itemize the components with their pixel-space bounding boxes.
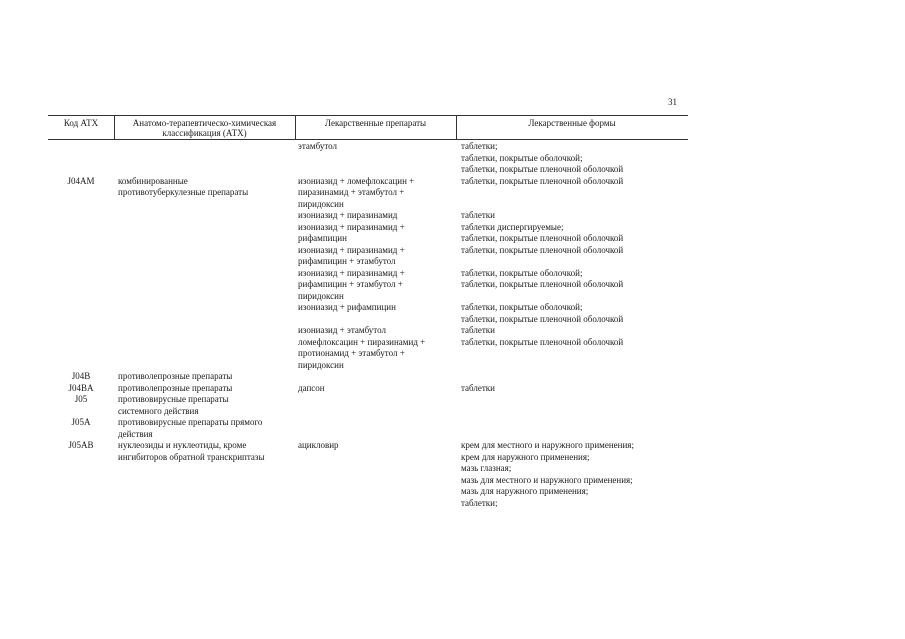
drug-cell (295, 371, 456, 383)
classification-cell (114, 383, 295, 395)
dosage-form-text: таблетки диспергируемые; (461, 221, 564, 232)
dosage-form-cell (456, 141, 688, 176)
atc-code-text: J04B (71, 371, 91, 381)
atc-code-cell (48, 394, 114, 417)
classification-text: противовирусные препараты (118, 394, 229, 404)
classification-cell (114, 176, 295, 211)
drug-cell (295, 245, 456, 268)
classification-cell (114, 141, 295, 176)
drug-cell (295, 337, 456, 372)
dosage-form-cell (456, 222, 688, 245)
classification-cell (114, 371, 295, 383)
drug-text: изониазид + этамбутол (298, 325, 386, 335)
atc-code-text: J05A (71, 417, 91, 427)
drug-text: пиридоксин (298, 290, 344, 301)
dosage-form-cell (456, 325, 688, 337)
table-row (48, 337, 688, 372)
drug-text: рифампицин + этамбутол (298, 256, 396, 266)
drug-text: изониазид + пиразинамид + (298, 221, 405, 232)
classification-cell (114, 325, 295, 337)
drug-cell (295, 417, 456, 440)
dosage-form-cell (456, 245, 688, 268)
table-row (48, 268, 688, 303)
dosage-form-text: таблетки, покрытые пленочной оболочкой (461, 244, 624, 255)
atc-code-text: J04AM (67, 175, 95, 186)
drug-text: протионамид + этамбутол + (298, 348, 405, 358)
table-row (48, 371, 688, 383)
classification-cell (114, 394, 295, 417)
classification-cell (114, 337, 295, 372)
dosage-form-text: таблетки, покрытые оболочкой; (461, 152, 583, 163)
table-row (48, 394, 688, 417)
atc-code-cell (48, 245, 114, 268)
drug-text: изониазид + пиразинамид (298, 210, 398, 220)
dosage-form-text: таблетки (461, 382, 496, 393)
atc-code-cell (48, 337, 114, 372)
classification-text: противолепрозные препараты (118, 382, 233, 393)
dosage-form-text: таблетки, покрытые пленочной оболочкой (461, 313, 624, 324)
header-drugs: Лекарственные препараты (324, 118, 427, 128)
drug-text: пиридоксин (298, 198, 344, 209)
dosage-form-text: крем для местного и наружного применения; (461, 440, 634, 450)
drug-cell (295, 268, 456, 303)
drug-cell (295, 210, 456, 222)
drug-text: ломефлоксацин + пиразинамид + (298, 336, 426, 347)
table-row (48, 141, 688, 176)
drug-cell (295, 325, 456, 337)
dosage-form-text: таблетки, покрытые пленочной оболочкой (461, 164, 624, 174)
dosage-form-text: крем для наружного применения; (461, 451, 590, 462)
dosage-form-text: таблетки (461, 325, 496, 335)
atc-code-cell (48, 417, 114, 440)
header-forms: Лекарственные формы (528, 118, 616, 128)
dosage-form-text: таблетки, покрытые пленочной оболочкой (461, 336, 624, 347)
dosage-form-text: таблетки, покрытые оболочкой; (461, 302, 583, 312)
drug-cell (295, 383, 456, 395)
dosage-form-cell (456, 302, 688, 325)
classification-text: ингибиторов обратной транскриптазы (118, 451, 265, 462)
atc-code-cell (48, 222, 114, 245)
classification-text: действия (118, 428, 153, 439)
classification-cell (114, 210, 295, 222)
classification-cell (114, 222, 295, 245)
drug-text: изониазид + рифампицин (298, 302, 396, 312)
atc-code-text: J04BA (68, 382, 94, 393)
header-code: Код АТХ (63, 118, 99, 128)
dosage-form-text: таблетки (461, 210, 496, 220)
classification-cell (114, 417, 295, 440)
classification-text: комбинированные (118, 175, 188, 186)
atc-code-cell (48, 383, 114, 395)
table-row (48, 210, 688, 222)
dosage-form-cell (456, 440, 688, 509)
classification-text: противотуберкулезные препараты (118, 187, 249, 197)
dosage-form-cell (456, 383, 688, 395)
atc-code-cell (48, 268, 114, 303)
atc-code-cell (48, 371, 114, 383)
classification-text: нуклеозиды и нуклеотиды, кроме (118, 440, 247, 450)
drug-text: рифампицин + этамбутол + (298, 279, 403, 289)
drug-text: изониазид + ломефлоксацин + (298, 175, 415, 186)
classification-cell (114, 268, 295, 303)
drug-text: рифампицин (298, 233, 347, 243)
atc-code-text: J05AB (68, 440, 94, 450)
atc-code-cell (48, 440, 114, 509)
drug-cell (295, 222, 456, 245)
drug-text: изониазид + пиразинамид + (298, 244, 405, 255)
atc-code-cell (48, 176, 114, 211)
header-classification-line: классификация (АТХ) (162, 128, 247, 138)
dosage-form-text: таблетки; (461, 141, 498, 151)
dosage-form-text: мазь для наружного применения; (461, 486, 589, 496)
classification-cell (114, 302, 295, 325)
dosage-form-text: таблетки, покрытые пленочной оболочкой (461, 175, 624, 186)
drug-text: дапсон (298, 382, 325, 393)
atc-code-cell (48, 141, 114, 176)
table-row (48, 302, 688, 325)
drug-cell (295, 141, 456, 176)
drug-text: пиразинамид + этамбутол + (298, 187, 405, 197)
atc-code-cell (48, 210, 114, 222)
table-row (48, 440, 688, 509)
drug-cell (295, 176, 456, 211)
table-row (48, 222, 688, 245)
drug-text: ацикловир (298, 440, 339, 450)
dosage-form-text: мазь глазная; (461, 463, 512, 473)
drug-text: пиридоксин (298, 359, 344, 370)
table-row (48, 417, 688, 440)
table-row (48, 176, 688, 211)
dosage-form-cell (456, 371, 688, 383)
dosage-form-text: таблетки, покрытые пленочной оболочкой (461, 233, 624, 243)
header-bottom-rule (48, 139, 688, 140)
dosage-form-cell (456, 417, 688, 440)
drug-cell (295, 440, 456, 509)
dosage-form-cell (456, 268, 688, 303)
dosage-form-text: таблетки, покрытые оболочкой; (461, 267, 583, 278)
dosage-form-cell (456, 210, 688, 222)
atc-code-text: J05 (74, 394, 88, 404)
classification-text: системного действия (118, 405, 199, 416)
drug-cell (295, 302, 456, 325)
classification-text: противолепрозные препараты (118, 371, 233, 381)
table-top-rule (48, 115, 688, 116)
classification-cell (114, 440, 295, 509)
table-row (48, 383, 688, 395)
header-classification (114, 118, 295, 138)
dosage-form-text: мазь для местного и наружного применения; (461, 474, 633, 485)
dosage-form-text: таблетки; (461, 497, 498, 508)
table-body (48, 141, 688, 509)
atc-code-cell (48, 302, 114, 325)
atc-code-cell (48, 325, 114, 337)
header-classification-line: Анатомо-терапевтическо-химическая (132, 118, 277, 128)
drug-text: изониазид + пиразинамид + (298, 267, 405, 278)
table-row (48, 325, 688, 337)
drug-cell (295, 394, 456, 417)
dosage-form-cell (456, 337, 688, 372)
dosage-form-cell (456, 176, 688, 211)
dosage-form-text: таблетки, покрытые пленочной оболочкой (461, 279, 624, 289)
classification-cell (114, 245, 295, 268)
drug-text: этамбутол (298, 141, 338, 151)
classification-text: противовирусные препараты прямого (118, 417, 263, 427)
table-row (48, 245, 688, 268)
dosage-form-cell (456, 394, 688, 417)
page-number: 31 (668, 97, 677, 107)
